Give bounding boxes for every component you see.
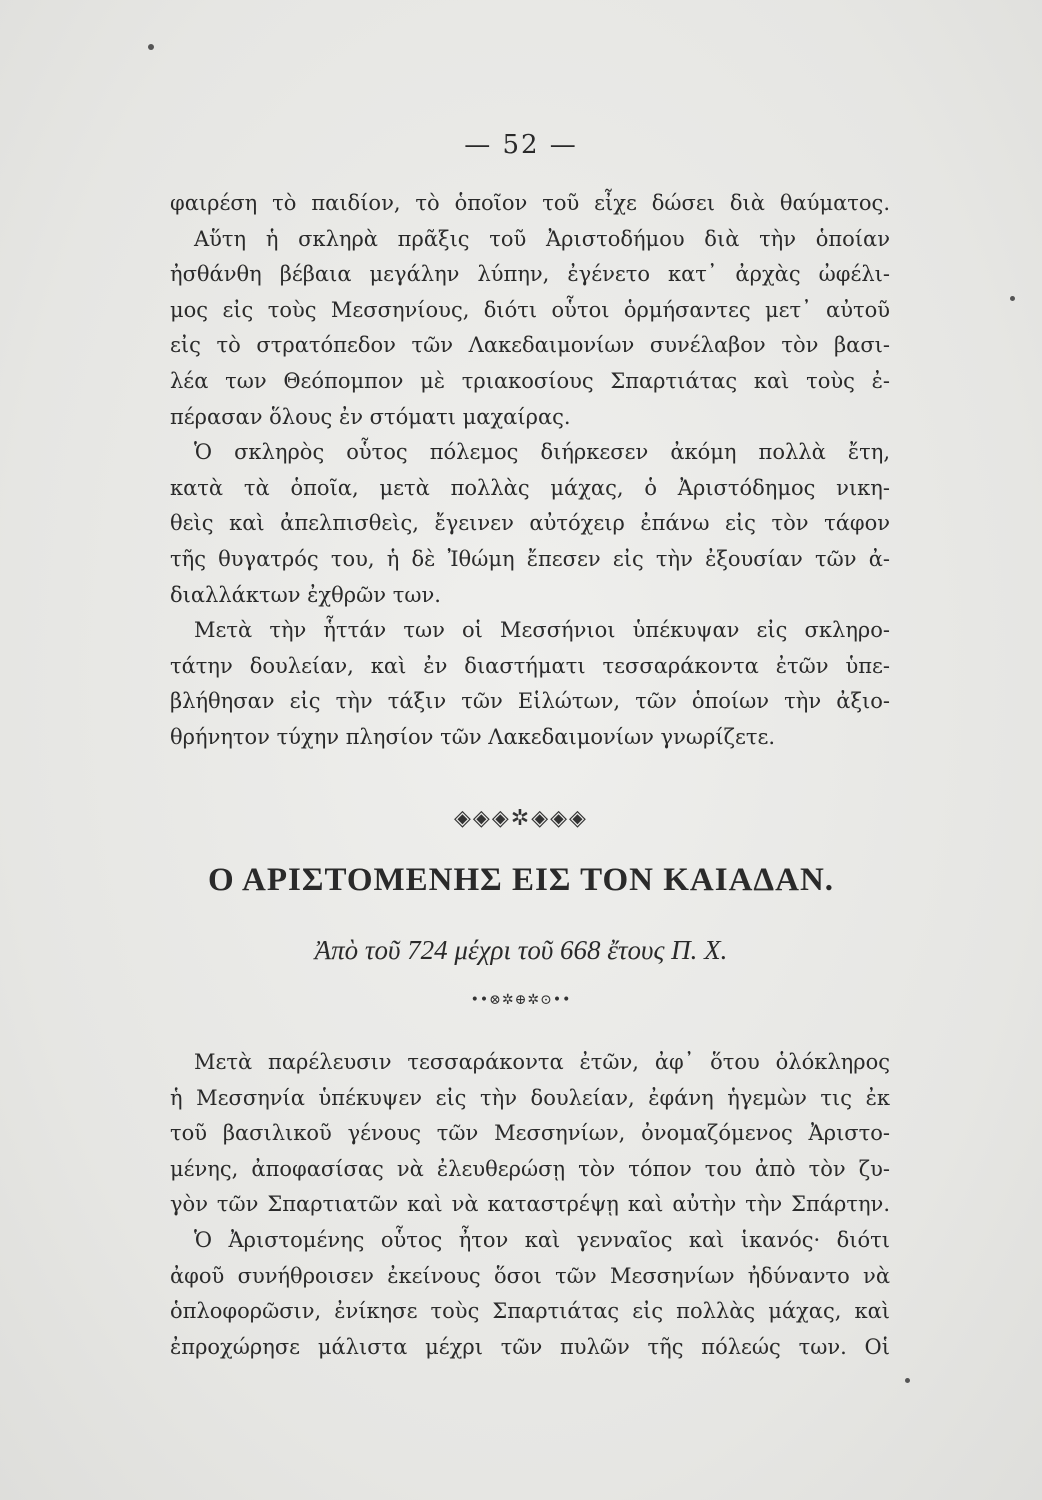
text-line: γὸν τῶν Σπαρτιατῶν καὶ νὰ καταστρέψῃ καὶ αὐτὴν τὴν Σπάρτην.	[170, 1192, 890, 1217]
text-line: ἀφοῦ συνήθροισεν ἐκείνους ὅσοι τῶν Μεσσηνίων ἠδύναντο νὰ	[170, 1263, 890, 1288]
text-line: Μετὰ παρέλευσιν τεσσαράκοντα ἐτῶν, ἀφ᾽ ὅτου ὁλόκληρος	[194, 1050, 890, 1074]
text-line: διαλλάκτων ἐχθρῶν των.	[170, 582, 441, 607]
text-line: κατὰ τὰ ὁποῖα, μετὰ πολλὰς μάχας, ὁ Ἀριστόδημος νικη-	[170, 475, 890, 500]
text-line: τάτην δουλείαν, καὶ ἐν διαστήματι τεσσαράκοντα ἐτῶν ὑπε-	[170, 653, 890, 678]
text-line: θεὶς καὶ ἀπελπισθεὶς, ἔγεινεν αὐτόχειρ ἐπάνω εἰς τὸν τάφον	[170, 511, 890, 536]
text-line: τῆς θυγατρός του, ἡ δὲ Ἰθώμη ἔπεσεν εἰς τὴν ἐξουσίαν τῶν ἀ-	[170, 546, 890, 571]
text-line: ἠσθάνθη βέβαια μεγάλην λύπην, ἐγένετο κατ᾽ ἀρχὰς ὠφέλι-	[170, 262, 890, 287]
ink-speck	[1010, 296, 1015, 301]
text-line: μος εἰς τοὺς Μεσσηνίους, διότι οὗτοι ὁρμήσαντες μετ᾽ αὐτοῦ	[170, 297, 890, 322]
chapter-subtitle: Ἀπὸ τοῦ 724 μέχρι τοῦ 668 ἔτους Π. Χ.	[314, 935, 728, 965]
text-line: λέα των Θεόπομπον μὲ τριακοσίους Σπαρτιάτας καὶ τοὺς ἐ-	[170, 368, 890, 393]
text-line: ἐπροχώρησε μάλιστα μέχρι τῶν πυλῶν τῆς πόλεώς των. Οἱ	[170, 1334, 890, 1359]
ink-speck	[905, 1378, 910, 1383]
text-line: Ὁ Ἀριστομένης οὗτος ἦτον καὶ γενναῖος καὶ ἱκανός· διότι	[194, 1227, 890, 1252]
text-line: τοῦ βασιλικοῦ γένους τῶν Μεσσηνίων, ὀνομαζόμενος Ἀριστο-	[170, 1121, 890, 1146]
text-line: ἡ Μεσσηνία ὑπέκυψεν εἰς τὴν δουλείαν, ἐφάνη ἡγεμὼν τις ἐκ	[170, 1085, 890, 1110]
text-line: βλήθησαν εἰς τὴν τάξιν τῶν Εἱλώτων, τῶν ὁποίων τὴν ἀξιο-	[170, 689, 890, 714]
ink-speck	[148, 44, 154, 50]
text-line: πέρασαν ὅλους ἐν στόματι μαχαίρας.	[170, 404, 571, 429]
text-line: φαιρέση τὸ παιδίον, τὸ ὁποῖον τοῦ εἶχε δώσει διὰ θαύματος.	[170, 191, 890, 215]
text-line: ὁπλοφορῶσιν, ἐνίκησε τοὺς Σπαρτιάτας εἰς πολλὰς μάχας, καὶ	[170, 1299, 890, 1324]
ornament-divider: ◈◈◈✲◈◈◈	[454, 806, 588, 831]
page-number: — 52 —	[464, 130, 578, 160]
text-line: Μετὰ τὴν ἧττάν των οἱ Μεσσήνιοι ὑπέκυψαν εἰς σκληρο-	[194, 618, 890, 643]
paragraph-block-2	[170, 1045, 890, 1365]
text-line: Ὁ σκληρὸς οὗτος πόλεμος διήρκεσεν ἀκόμη πολλὰ ἔτη,	[194, 440, 890, 465]
text-line: μένης, ἀποφασίσας νὰ ἐλευθερώσῃ τὸν τόπον του ἀπὸ τὸν ζυ-	[170, 1156, 890, 1181]
text-line: Αὕτη ἡ σκληρὰ πρᾶξις τοῦ Ἀριστοδήμου διὰ τὴν ὁποίαν	[194, 226, 890, 251]
text-line: θρήνητον τύχην πλησίον τῶν Λακεδαιμονίων γνωρίζετε.	[170, 724, 776, 749]
text-line: εἰς τὸ στρατόπεδον τῶν Λακεδαιμονίων συνέλαβον τὸν βασι-	[170, 333, 890, 358]
chapter-title: Ο ΑΡΙΣΤΟΜΕΝΗΣ ΕΙΣ ΤΟΝ ΚΑΙΑΔΑΝ.	[207, 862, 835, 898]
paragraph-block-1	[170, 186, 890, 756]
ornament-small-divider: ••⊗✲⊕✲⊙••	[470, 992, 572, 1008]
